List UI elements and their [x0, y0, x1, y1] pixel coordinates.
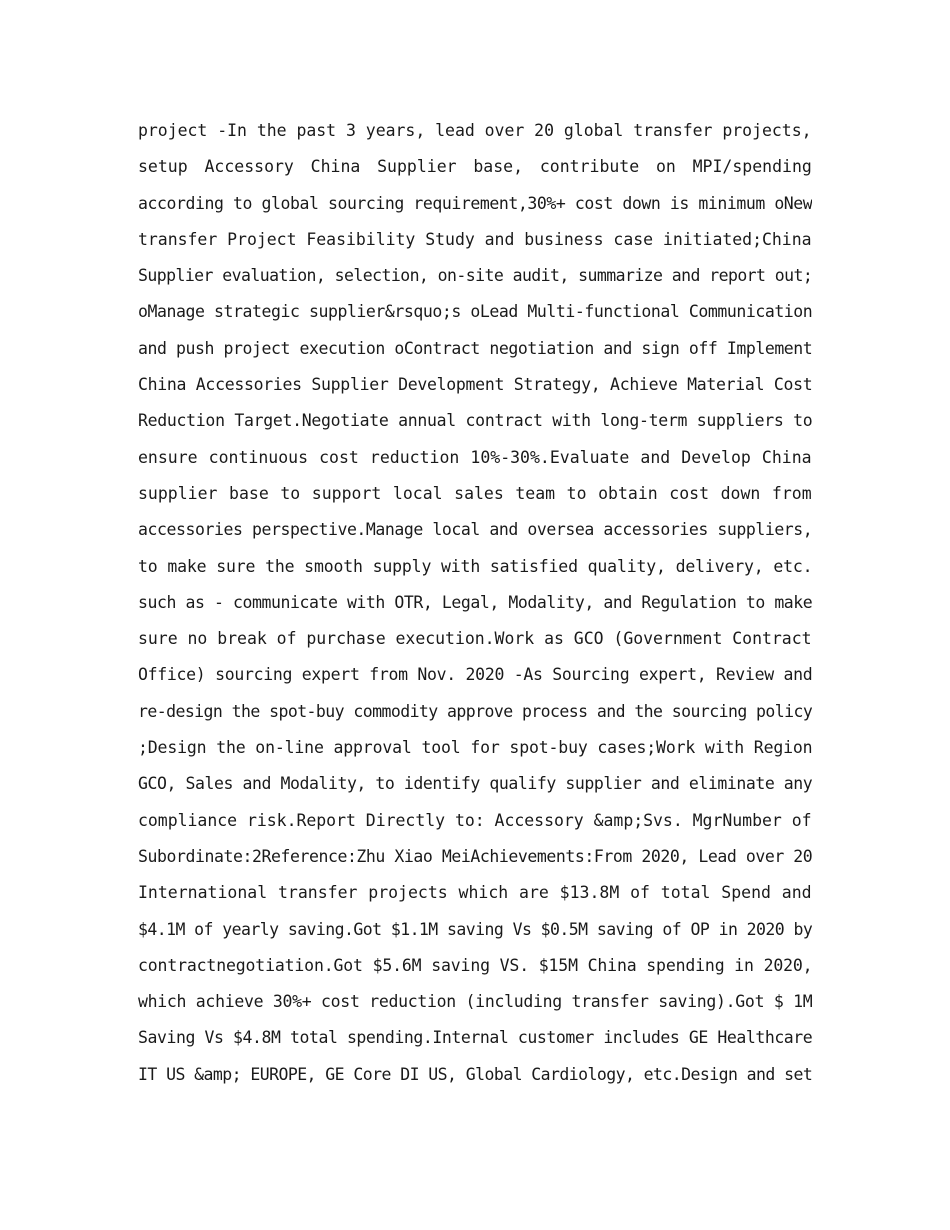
text-line: International transfer projects which are $13.8M of total Spend and [138, 883, 812, 903]
text-line: $4.1M of yearly saving.Got $1.1M saving Vs $0.5M saving of OP in 2020 by [138, 919, 812, 939]
text-line: supplier base to support local sales team to obtain cost down from [138, 483, 812, 503]
text-line: Reduction Target.Negotiate annual contract with long-term suppliers to [138, 411, 812, 431]
text-line: which achieve 30%+ cost reduction (including transfer saving).Got $ 1M [138, 992, 812, 1012]
text-line: Supplier evaluation, selection, on-site audit, summarize and report out; [138, 266, 812, 286]
text-line: ensure continuous cost reduction 10%-30%.Evaluate and Develop China [138, 447, 812, 467]
text-line: IT US &amp; EUROPE, GE Core DI US, Global Cardiology, etc.Design and set [138, 1064, 812, 1084]
text-line: and push project execution oContract negotiation and sign off Implement [138, 338, 812, 358]
text-line: compliance risk.Report Directly to: Accessory &amp;Svs. MgrNumber of [138, 810, 812, 830]
text-line: setup Accessory China Supplier base, contribute on MPI/spending [138, 157, 812, 177]
text-line: Subordinate:2Reference:Zhu Xiao MeiAchievements:From 2020, Lead over 20 [138, 846, 812, 866]
text-line: Office) sourcing expert from Nov. 2020 -As Sourcing expert, Review and [138, 665, 812, 685]
text-line: ;Design the on-line approval tool for spot-buy cases;Work with Region [138, 738, 812, 758]
body-text [138, 113, 812, 1093]
text-line: contractnegotiation.Got $5.6M saving VS. $15M China spending in 2020, [138, 955, 812, 975]
text-line: re-design the spot-buy commodity approve process and the sourcing policy [138, 701, 812, 721]
text-line: accessories perspective.Manage local and oversea accessories suppliers, [138, 520, 812, 540]
text-line: Saving Vs $4.8M total spending.Internal customer includes GE Healthcare [138, 1028, 812, 1048]
text-line: GCO, Sales and Modality, to identify qualify supplier and eliminate any [138, 774, 812, 794]
text-line: to make sure the smooth supply with satisfied quality, delivery, etc. [138, 556, 812, 576]
text-line: China Accessories Supplier Development Strategy, Achieve Material Cost [138, 375, 812, 395]
text-line: project -In the past 3 years, lead over 20 global transfer projects, [138, 121, 812, 140]
text-line: sure no break of purchase execution.Work as GCO (Government Contract [138, 629, 812, 649]
text-line: such as - communicate with OTR, Legal, Modality, and Regulation to make [138, 592, 812, 612]
text-line: according to global sourcing requirement,30%+ cost down is minimum oNew [138, 193, 812, 213]
text-line: oManage strategic supplier&rsquo;s oLead Multi-functional Communication [138, 302, 812, 322]
text-line: transfer Project Feasibility Study and business case initiated;China [138, 229, 812, 249]
